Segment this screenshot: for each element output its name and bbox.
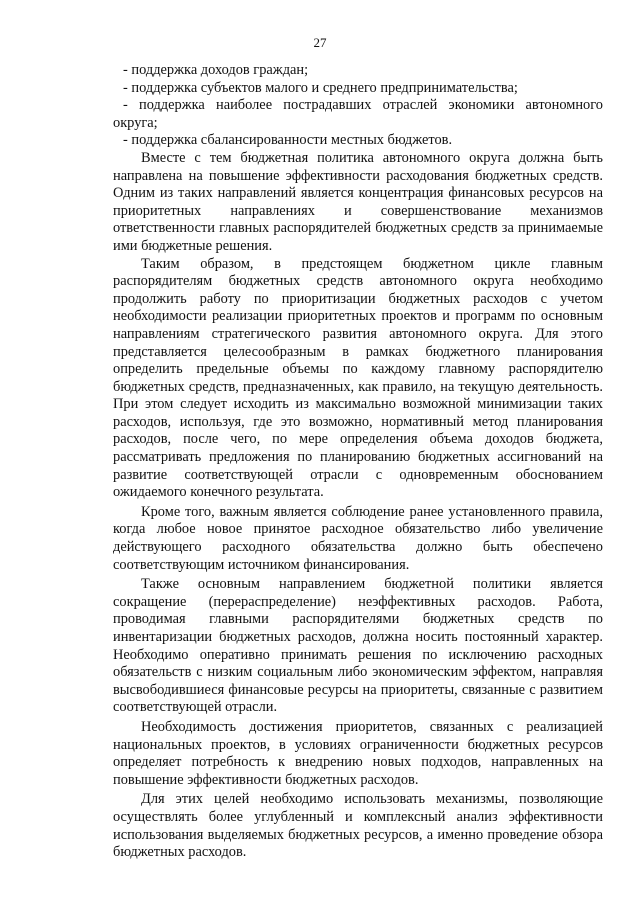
bullet-item: - поддержка доходов граждан; — [123, 62, 309, 78]
body-text — [113, 62, 603, 862]
paragraph: Кроме того, важным является соблюдение ранее установленного правила, когда любое новое принятое расходное обязательство либо увеличение действующего расходного обязательства должно быть обеспечено соответствующим источником финансирования. — [113, 503, 603, 573]
paragraph: Необходимость достижения приоритетов, связанных с реализацией национальных проектов, в условиях ограниченности бюджетных ресурсов определяет потребность к внедрению новых подходов, направленных на повышение эффективности бюджетных расходов. — [113, 718, 603, 788]
paragraph: Таким образом, в предстоящем бюджетном цикле главным распорядителям бюджетных средств автономного округа необходимо продолжить работу по приоритизации бюджетных расходов с учетом необходимости реализации приоритетных проектов и программ по основным направлениям стратегического развития автономного округа. Для этого представляется целесообразным в рамках бюджетного планирования определить предельные объемы по каждому главному распорядителю бюджетных средств, предназначенных, как правило, на текущую деятельность. При этом следует исходить из максимально возможной минимизации таких расходов, используя, где это возможно, нормативный метод планирования расходов, после чего, по мере определения объема доходов бюджета, рассматривать предложения по планированию бюджетных ассигнований на развитие соответствующей отрасли с одновременным обоснованием ожидаемого конечного результата. — [113, 255, 603, 501]
paragraph: Также основным направлением бюджетной политики является сокращение (перераспределение) неэффективных расходов. Работа, проводимая главными распорядителями бюджетных средств по инвентаризации бюджетных расходов, должна носить постоянный характер. Необходимо оперативно принимать решения по исключению расходных обязательств с низким социальным либо экономическим эффектом, направляя высвободившиеся финансовые ресурсы на приоритеты, связанные с развитием соответствующей отрасли. — [113, 576, 603, 716]
bullet-item: - поддержка наиболее пострадавших отраслей экономики автономного округа; — [113, 97, 603, 131]
page-number: 27 — [313, 35, 327, 50]
bullet-item: - поддержка сбалансированности местных бюджетов. — [123, 132, 453, 149]
paragraph: Для этих целей необходимо использовать механизмы, позволяющие осуществлять более углубленный и комплексный анализ эффективности использования выделяемых бюджетных ресурсов, а именно проведение обзора бюджетных расходов. — [113, 791, 603, 861]
bullet-item: - поддержка субъектов малого и среднего предпринимательства; — [123, 79, 518, 96]
paragraph: Вместе с тем бюджетная политика автономного округа должна быть направлена на повышение эффективности расходования бюджетных средств. Одним из таких направлений является концентрация финансовых ресурсов на приоритетных направлениях и совершенствование механизмов ответственности главных распорядителей бюджетных средств за принимаемые ими бюджетные решения. — [113, 149, 603, 254]
